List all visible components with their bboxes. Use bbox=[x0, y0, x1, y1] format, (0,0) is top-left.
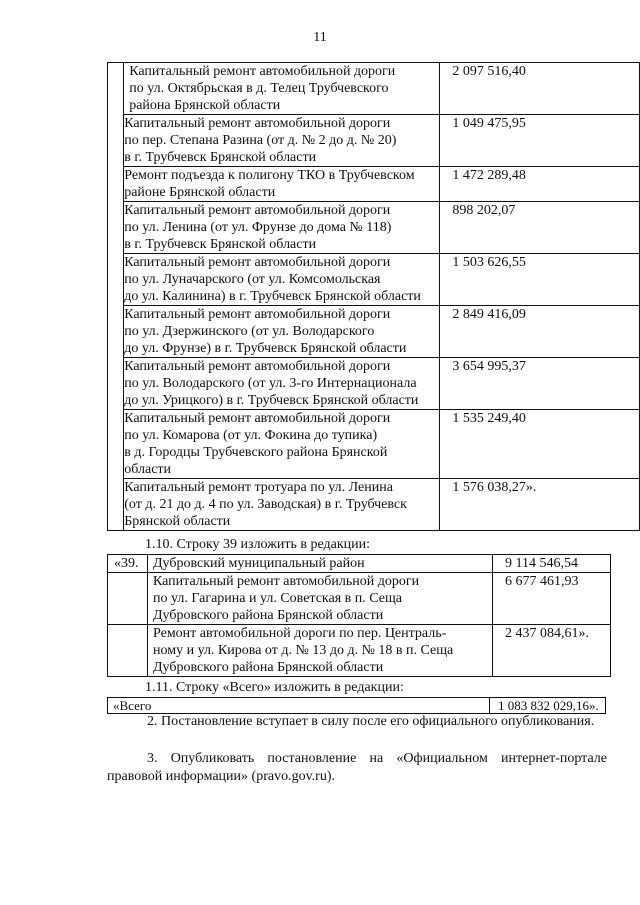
amount-cell: 1 472 289,48 bbox=[440, 167, 640, 202]
description-line: Капитальный ремонт автомобильной дороги bbox=[153, 574, 420, 589]
amount-cell: 6 677 461,93 bbox=[493, 573, 611, 625]
description-line: по ул. Луначарского (от ул. Комсомольская bbox=[124, 272, 381, 287]
description-line: Капитальный ремонт автомобильной дороги bbox=[124, 307, 391, 322]
description-line: района Брянской области bbox=[129, 98, 281, 113]
table-row bbox=[108, 573, 611, 625]
description-cell bbox=[124, 358, 440, 410]
table-row bbox=[108, 358, 640, 410]
table-row bbox=[108, 479, 640, 531]
amount-cell: 2 849 416,09 bbox=[440, 306, 640, 358]
amount-cell: 898 202,07 bbox=[440, 202, 640, 254]
row-number-cell bbox=[108, 63, 124, 531]
total-amount: 1 083 832 029,16». bbox=[490, 698, 606, 714]
amount-cell: 3 654 995,37 bbox=[440, 358, 640, 410]
table-row bbox=[108, 306, 640, 358]
description-line: Капитальный ремонт автомобильной дороги bbox=[124, 255, 391, 270]
description-line: по ул. Гагарина и ул. Советская в п. Сеща bbox=[153, 591, 402, 606]
description-line: по ул. Дзержинского (от ул. Володарского bbox=[124, 324, 375, 339]
description-cell bbox=[124, 63, 440, 115]
amount-cell: 2 437 084,61». bbox=[493, 625, 611, 677]
description-cell bbox=[148, 555, 493, 573]
description-line: Ремонт автомобильной дороги по пер. Централь- bbox=[153, 626, 447, 641]
table-row bbox=[108, 254, 640, 306]
description-cell bbox=[124, 306, 440, 358]
description-line: в д. Городцы Трубчевского района Брянской bbox=[124, 445, 388, 460]
description-cell bbox=[124, 254, 440, 306]
description-line: по ул. Октябрьская в д. Телец Трубчевского bbox=[129, 81, 389, 96]
description-line: в г. Трубчевск Брянской области bbox=[124, 237, 317, 252]
total-table bbox=[107, 697, 606, 714]
row-number-cell: «39. bbox=[108, 555, 148, 573]
description-cell bbox=[124, 115, 440, 167]
description-line: Дубровского района Брянской области bbox=[153, 608, 384, 623]
description-line: до ул. Фрунзе) в г. Трубчевск Брянской области bbox=[124, 341, 407, 356]
description-cell bbox=[148, 625, 493, 677]
amount-cell: 1 535 249,40 bbox=[440, 410, 640, 479]
description-line: Капитальный ремонт автомобильной дороги bbox=[124, 203, 391, 218]
description-line: ному и ул. Кирова от д. № 13 до д. № 18 в п. Сеща bbox=[153, 643, 454, 658]
description-cell bbox=[124, 202, 440, 254]
total-row bbox=[108, 698, 606, 714]
description-line: в г. Трубчевск Брянской области bbox=[124, 150, 317, 165]
table-row bbox=[108, 63, 640, 115]
description-line: по ул. Ленина (от ул. Фрунзе до дома № 118) bbox=[124, 220, 392, 235]
description-line: Капитальный ремонт тротуара по ул. Ленина bbox=[124, 480, 393, 495]
row-39-table bbox=[107, 554, 611, 677]
description-line: Капитальный ремонт автомобильной дороги bbox=[129, 64, 396, 79]
description-line: районе Брянской области bbox=[124, 185, 276, 200]
description-line: до ул. Калинина) в г. Трубчевск Брянской области bbox=[124, 289, 421, 304]
paragraph-3: 3. Опубликовать постановление на «Официальном интернет-портале правовой информации» (pravo.gov.ru). bbox=[107, 751, 607, 784]
paragraph-1-10: 1.10. Строку 39 изложить в редакции: bbox=[145, 537, 371, 552]
description-line: по ул. Володарского (от ул. 3-го Интернационала bbox=[124, 376, 417, 391]
description-line: Капитальный ремонт автомобильной дороги bbox=[124, 411, 391, 426]
description-cell bbox=[124, 410, 440, 479]
description-line: по пер. Степана Разина (от д. № 2 до д. № 20) bbox=[124, 133, 397, 148]
amount-cell: 1 049 475,95 bbox=[440, 115, 640, 167]
amount-cell: 1 503 626,55 bbox=[440, 254, 640, 306]
projects-table-continued bbox=[107, 62, 640, 531]
table-row bbox=[108, 410, 640, 479]
description-line: Капитальный ремонт автомобильной дороги bbox=[124, 116, 391, 131]
description-line: Брянской области bbox=[124, 514, 231, 529]
description-line: (от д. 21 до д. 4 по ул. Заводская) в г. Трубчевск bbox=[124, 497, 407, 512]
paragraph-2: 2. Постановление вступает в силу после его официального опубликования. bbox=[147, 714, 595, 729]
row-number-cell bbox=[108, 625, 148, 677]
table-row bbox=[108, 115, 640, 167]
row-number-cell bbox=[108, 573, 148, 625]
table-row bbox=[108, 202, 640, 254]
total-label: «Всего bbox=[108, 698, 490, 714]
amount-cell: 1 576 038,27». bbox=[440, 479, 640, 531]
description-line: по ул. Комарова (от ул. Фокина до тупика) bbox=[124, 428, 378, 443]
description-line: области bbox=[124, 462, 172, 477]
description-line: Дубровский муниципальный район bbox=[153, 556, 365, 571]
page-number: 11 bbox=[313, 30, 327, 45]
description-line: Капитальный ремонт автомобильной дороги bbox=[124, 359, 391, 374]
table-row bbox=[108, 555, 611, 573]
description-cell bbox=[124, 479, 440, 531]
description-cell bbox=[124, 167, 440, 202]
table-row bbox=[108, 167, 640, 202]
table-row bbox=[108, 625, 611, 677]
description-line: Ремонт подъезда к полигону ТКО в Трубчевском bbox=[124, 168, 415, 183]
amount-cell: 9 114 546,54 bbox=[493, 555, 611, 573]
description-line: Дубровского района Брянской области bbox=[153, 660, 384, 675]
description-line: до ул. Урицкого) в г. Трубчевск Брянской области bbox=[124, 393, 419, 408]
paragraph-1-11: 1.11. Строку «Всего» изложить в редакции: bbox=[145, 680, 404, 695]
amount-cell: 2 097 516,40 bbox=[440, 63, 640, 115]
description-cell bbox=[148, 573, 493, 625]
